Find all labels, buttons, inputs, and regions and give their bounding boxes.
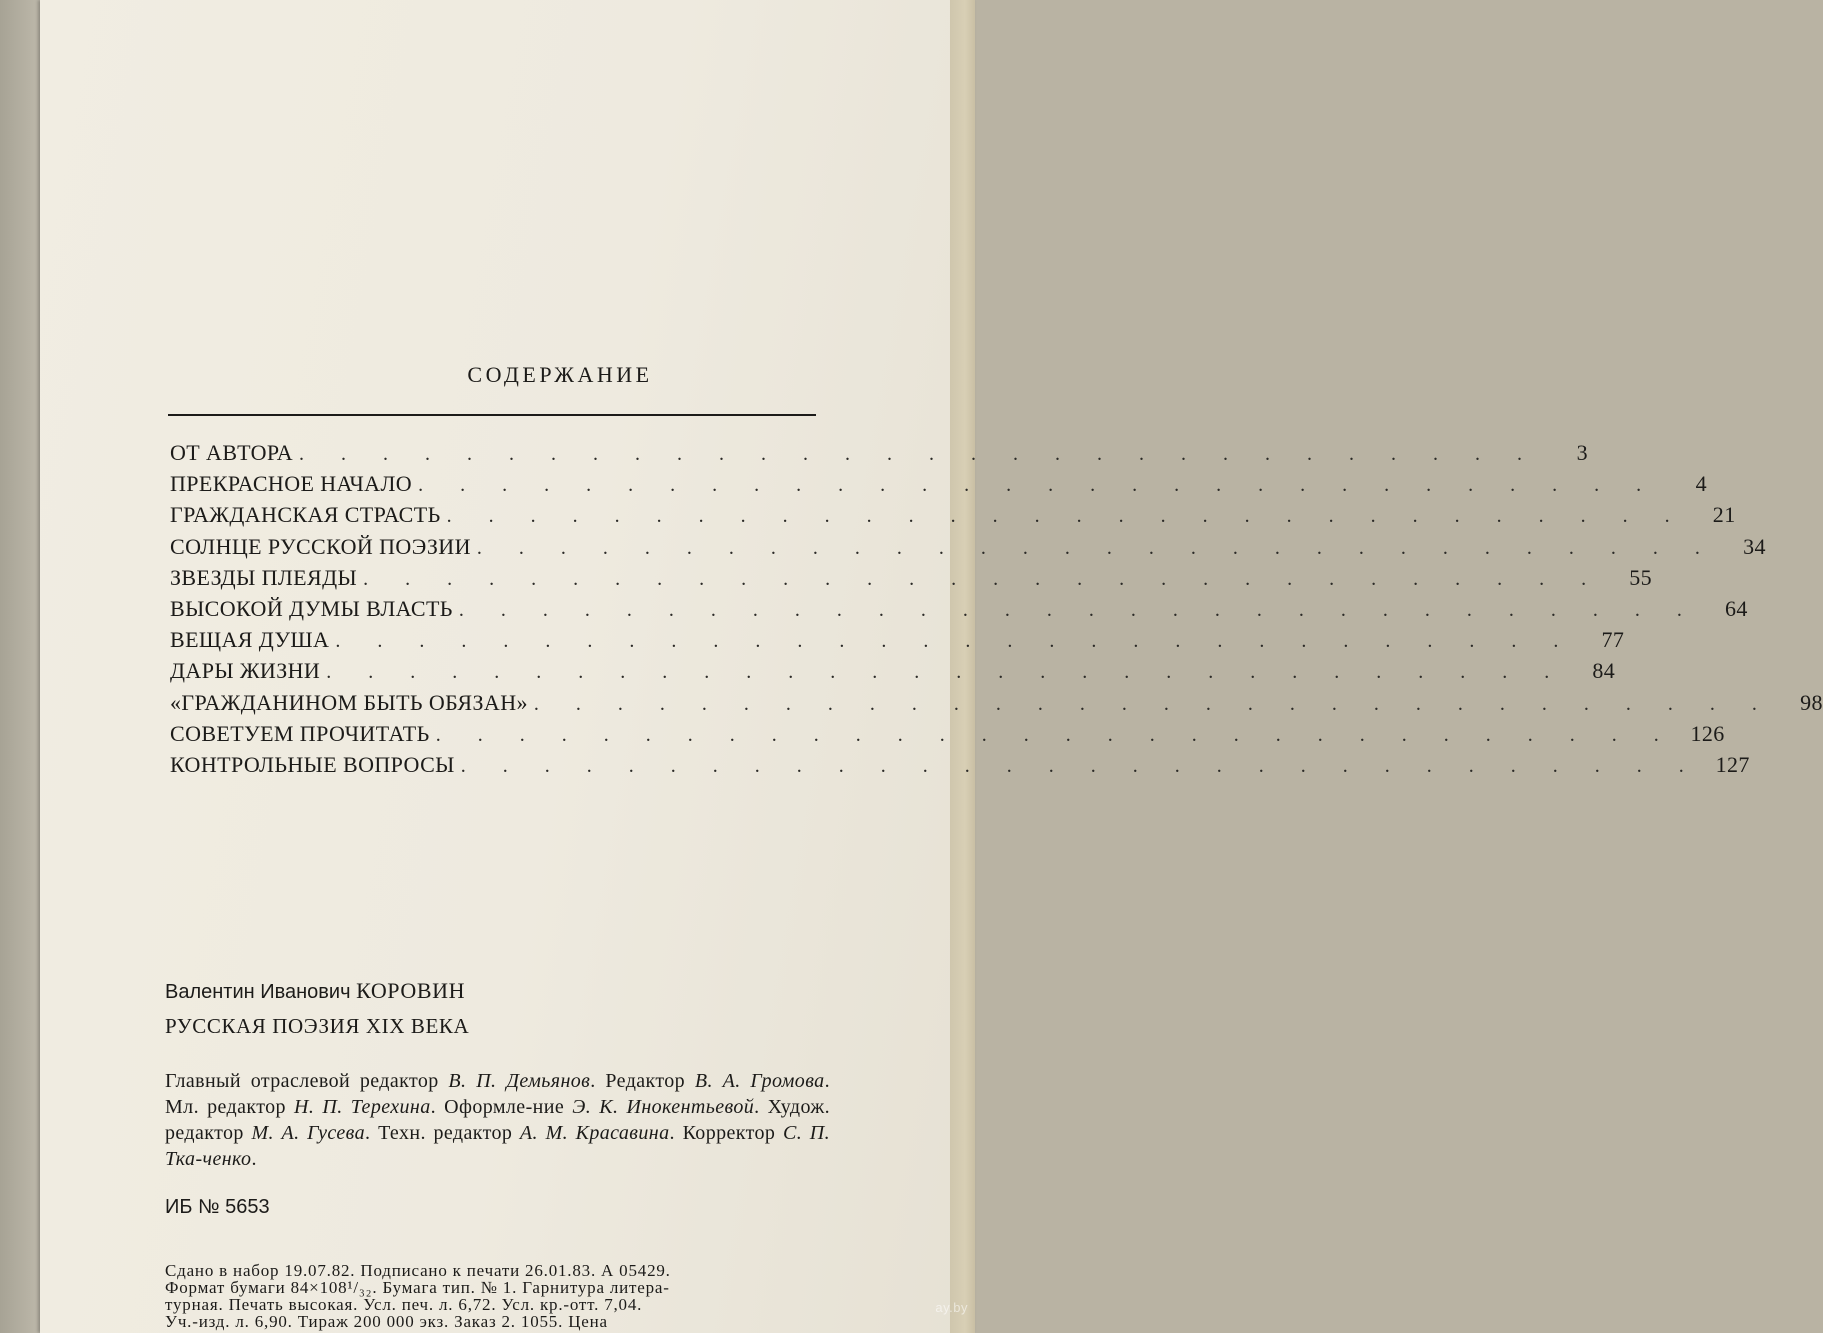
toc-entry: [170, 533, 1766, 565]
toc-entry-label: ГРАЖДАНСКАЯ СТРАСТЬ: [170, 502, 441, 528]
toc-dot-leader: . . . . . . . . . . . . . . . . . . . . . . . . . . . . . .: [363, 567, 1603, 590]
table-of-contents: [170, 440, 1823, 783]
design-role: Оформле-ние: [444, 1096, 565, 1118]
toc-entry-label: «ГРАЖДАНИНОМ БЫТЬ ОБЯЗАН»: [170, 689, 528, 715]
toc-entry: [170, 720, 1725, 752]
author-line: [165, 978, 835, 1004]
toc-entry: [170, 751, 1750, 783]
print-line: Формат бумаги 84×108¹/₃₂. Бумага тип. № 1. Гарнитура литера-: [165, 1278, 670, 1297]
chief-editor: В. П. Демьянов: [448, 1070, 591, 1092]
toc-dot-leader: . . . . . . . . . . . . . . . . . . . . . . . . . . . . . .: [299, 443, 1539, 465]
watermark: ay.by: [935, 1300, 968, 1315]
toc-entry-page: 126: [1690, 720, 1725, 746]
toc-entry: [170, 440, 1589, 471]
toc-entry-page: 64: [1725, 595, 1748, 621]
toc-entry: [170, 595, 1748, 627]
toc-entry: [170, 658, 1616, 689]
toc-dot-leader: . . . . . . . . . . . . . . . . . . . . . . . . . . . . . .: [446, 505, 1686, 528]
toc-entry-page: 4: [1695, 471, 1708, 497]
tech-editor-role: Техн. редактор: [378, 1122, 513, 1144]
toc-entry: [170, 564, 1653, 596]
toc-entry-page: 34: [1743, 533, 1766, 559]
proofreader: С. П. Тка-ченко: [165, 1122, 830, 1170]
toc-entry-page: 3: [1576, 440, 1589, 465]
print-line: Уч.-изд. л. 6,90. Тираж 200 000 экз. Заказ 2. 1055. Цена: [165, 1312, 608, 1331]
toc-entry-label: ВЕЩАЯ ДУША: [170, 627, 330, 653]
tech-editor: А. М. Красавина: [519, 1122, 670, 1144]
toc-dot-leader: . . . . . . . . . . . . . . . . . . . . . . . . . . . . . .: [458, 598, 1698, 621]
junior-editor: Н. П. Терехина: [294, 1096, 431, 1118]
toc-entry: [170, 627, 1625, 658]
editor-role: Редактор: [605, 1070, 686, 1092]
toc-entry-label: ПРЕКРАСНОЕ НАЧАЛО: [170, 471, 413, 497]
staff-credits: Главный отраслевой редактор В. П. Демьянов. Редактор В. А. Громова. Мл. редактор Н. П. Терехина. Оформле-ние Э. К. Инокентьевой. Худож. редактор М. А. Гусева. Техн. редактор А. М. Красавина. Корректор С. П. Тка-ченко.: [165, 1070, 830, 1170]
toc-dot-leader: . . . . . . . . . . . . . . . . . . . . . . . . . . . . . .: [326, 661, 1566, 684]
author-name: Валентин Иванович: [165, 981, 351, 1003]
proofreader-role: Корректор: [682, 1122, 776, 1144]
toc-entry: [170, 502, 1736, 533]
toc-entry-label: КОНТРОЛЬНЫЕ ВОПРОСЫ: [170, 751, 455, 777]
toc-entry-page: 84: [1592, 658, 1616, 684]
print-line: Сдано в набор 19.07.82. Подписано к печати 26.01.83. А 05429.: [165, 1261, 671, 1280]
toc-divider: [168, 414, 816, 416]
toc-entry-label: СОЛНЦЕ РУССКОЙ ПОЭЗИИ: [170, 533, 471, 559]
toc-entry-page: 98: [1800, 689, 1823, 715]
author-surname: КОРОВИН: [356, 978, 466, 1003]
print-line: турная. Печать высокая. Усл. печ. л. 6,72. Усл. кр.-отт. 7,04.: [165, 1295, 643, 1314]
toc-dot-leader: . . . . . . . . . . . . . . . . . . . . . . . . . . . . . .: [476, 536, 1716, 559]
toc-title: СОДЕРЖАНИЕ: [467, 362, 653, 387]
print-details: [165, 1262, 830, 1330]
ib-number: ИБ № 5653: [165, 1196, 270, 1218]
toc-entry: [170, 689, 1823, 721]
toc-entry-page: 55: [1629, 564, 1653, 590]
toc-dot-leader: . . . . . . . . . . . . . . . . . . . . . . . . . . . . . .: [533, 692, 1773, 715]
table-surface: [0, 0, 40, 1333]
toc-entry-label: СОВЕТУЕМ ПРОЧИТАТЬ: [170, 720, 430, 746]
junior-editor-role: Мл. редактор: [165, 1096, 286, 1118]
toc-entry-page: 21: [1712, 502, 1736, 528]
editor: В. А. Громова: [694, 1070, 825, 1092]
toc-entry: [170, 471, 1708, 502]
designer: Э. К. Инокентьевой: [572, 1096, 755, 1118]
toc-dot-leader: . . . . . . . . . . . . . . . . . . . . . . . . . . . . . .: [435, 723, 1675, 746]
art-editor: М. А. Гусева: [251, 1122, 366, 1144]
toc-dot-leader: . . . . . . . . . . . . . . . . . . . . . . . . . . . . . .: [460, 754, 1700, 777]
toc-dot-leader: . . . . . . . . . . . . . . . . . . . . . . . . . . . . . .: [418, 474, 1658, 497]
toc-entry-label: ЗВЕЗДЫ ПЛЕЯДЫ: [170, 564, 358, 590]
toc-entry-page: 77: [1601, 627, 1625, 653]
toc-entry-label: ДАРЫ ЖИЗНИ: [170, 658, 321, 684]
toc-entry-label: ОТ АВТОРА: [170, 440, 294, 465]
toc-dot-leader: . . . . . . . . . . . . . . . . . . . . . . . . . . . . . .: [335, 630, 1575, 653]
toc-entry-label: ВЫСОКОЙ ДУМЫ ВЛАСТЬ: [170, 595, 453, 621]
art-editor-role: Худож. редактор: [165, 1096, 830, 1144]
book-title: РУССКАЯ ПОЭЗИЯ XIX ВЕКА: [165, 1014, 470, 1038]
chief-editor-role: Главный отраслевой редактор: [165, 1070, 439, 1092]
toc-entry-page: 127: [1715, 751, 1750, 777]
